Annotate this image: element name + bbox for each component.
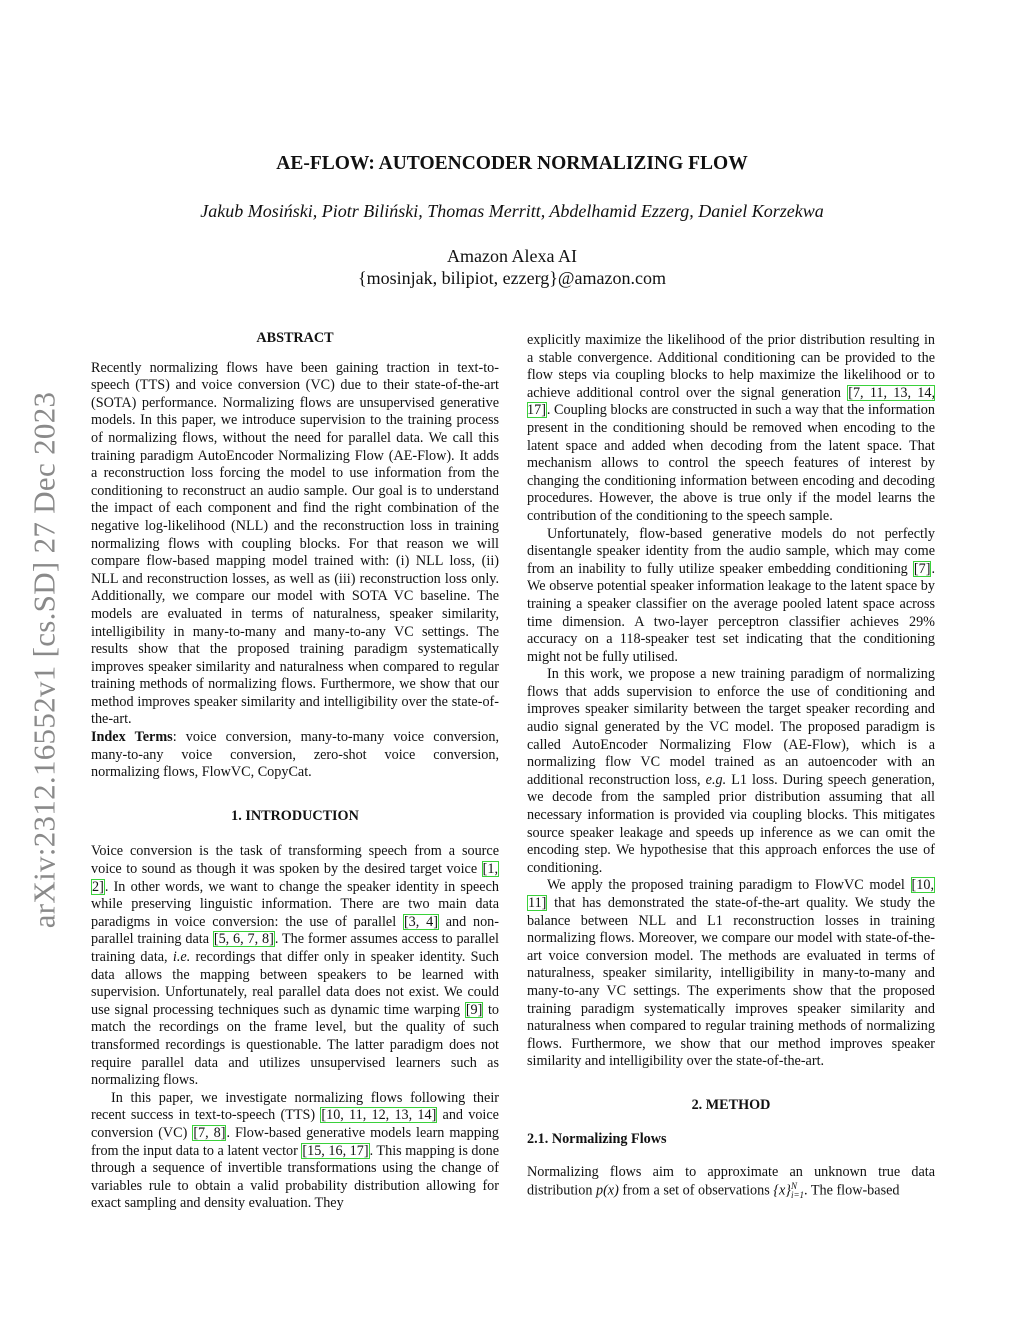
index-terms-list: : voice conversion, many-to-many voice conversion, many-to-any voice conversion, zero-shot voice conversion, normalizing flows, FlowVC, CopyCat. bbox=[91, 729, 500, 781]
abstract-heading: ABSTRACT bbox=[256, 330, 334, 346]
math-set: {x} bbox=[773, 1181, 791, 1198]
paper-title: AE-FLOW: AUTOENCODER NORMALIZING FLOW bbox=[276, 153, 748, 174]
author-emails: {mosinjak, bilipiot, ezzerg}@amazon.com bbox=[358, 268, 666, 288]
math-px: p(x) bbox=[595, 1181, 619, 1198]
intro-paragraph-1: Voice conversion is the task of transforming speech from a source voice to sound as though it was spoken by the desired target voice [1, 2]. In other words, we want to change the speaker identity in speech while preserving linguistic information. There are two main data paradigms in voice conversion: the use of parallel [3, 4] and non-parallel training data [5, 6, 7, 8]. The former assumes access to parallel training data, i.e. recordings that differ only in speaker identity. Such data allows the mapping between speakers to be learned with supervision. Unfortunately, real parallel data does not exist. We could use signal processing techniques such as dynamic time warping [9] to match the recordings on the frame level, but the quality of such transformed recordings is questionable. The latter paradigm does not require parallel data and utilizes unsupervised learners such as normalizing flows. bbox=[91, 843, 500, 1089]
citation-link[interactable]: [10, bbox=[911, 877, 934, 894]
index-terms-label: Index Terms bbox=[91, 729, 173, 746]
citation-link[interactable]: 11] bbox=[528, 895, 547, 911]
intro-heading: 1. INTRODUCTION bbox=[231, 807, 359, 824]
intro-paragraph-5: In this work, we propose a new training paradigm of normalizing flows that adds supervision to enforce the use of conditioning and improves speaker similarity between the target speaker recording and audio signal generated by the VC model. The proposed paradigm is called AutoEncoder Normalizing Flow (AE-Flow), which is a normalizing flow VC model trained as an autoencoder with an additional reconstruction loss, e.g. L1 loss. During speech generation, we decode from the sampled prior distribution assuming that all necessary information is provided via coupling blocks. This mitigates source speaker leakage and speeds up inference as we can omit the encoding step. We hypothesise that this approach enforces the use of conditioning. bbox=[527, 666, 935, 876]
citation-link[interactable]: [15, 16, 17] bbox=[302, 1142, 369, 1159]
citation-link[interactable]: [7, 8] bbox=[193, 1124, 226, 1141]
subsection-heading: 2.1. Normalizing Flows bbox=[527, 1130, 667, 1147]
intro-paragraph-3: explicitly maximize the likelihood of the prior distribution resulting in a stable convergence. Additional conditioning can be provided to the flow steps via coupling blocks to help maximize the likelihood or to achieve additional control over the signal generation [7, 11, 13, 14, 17]. Coupling blocks are constructed in such a way that the information present in the conditioning should be removed when encoding to the latent space and added when decoding from the latent space. That mechanism allows to control the speech features of interest by changing the conditioning information between encoding and decoding procedures. However, the above is true only if the model learns the contribution of the conditioning to the speech sample. bbox=[527, 332, 935, 524]
citation-link[interactable]: [1, bbox=[482, 861, 498, 878]
index-terms bbox=[91, 729, 499, 782]
method-heading: 2. METHOD bbox=[691, 1096, 771, 1113]
arxiv-identifier bbox=[14, 350, 74, 970]
method-paragraph-1: Normalizing flows aim to approximate an unknown true data distribution p(x) from a set of observations {x} N i=1 . The flow-based bbox=[527, 1164, 935, 1200]
intro-paragraph-4: Unfortunately, flow-based generative models do not perfectly disentangle speaker identity from the audio sample, which may come from an inability to fully utilize speaker embedding conditioning [7]. We observe potential speaker information leakage to the latent space by training a speaker classifier on the average pooled latent space across time dimension. A two-layer perceptron classifier achieves 29% accuracy on a 118-speaker test set indicating that the conditioning might not be fully utilised. bbox=[527, 525, 935, 665]
abstract-text: Recently normalizing flows have been gaining traction in text-to-speech (TTS) and voice conversion (VC) due to their state-of-the-art (SOTA) performance. Normalizing flows are unsupervised generative models. In this paper, we introduce supervision to the training process of normalizing flows, without the need for parallel data. We call this training paradigm AutoEncoder Normalizing Flow (AE-Flow). It adds a reconstruction loss forcing the model to use information from the conditioning to reconstruct an audio sample. Our goal is to understand the impact of each component and find the right combination of the negative log-likelihood (NLL) and the reconstruction loss in training normalizing flows with coupling blocks. For that reason we will compare flow-based mapping model trained with: (i) NLL loss, (ii) NLL and reconstruction losses, as well as (iii) reconstruction loss only. Additionally, we compare our model with SOTA VC baseline. The models are evaluated in terms of naturalness, speaker similarity, intelligibility in many-to-many and many-to-any VC settings. The results show that the proposed training paradigm systematically improves speaker similarity and naturalness when compared to regular training methods of normalizing flows. Furthermore, we show that our method improves speaker similarity and intelligibility over the state-of-the-art. bbox=[91, 359, 499, 728]
citation-link[interactable]: [10, 11, 12, 13, 14] bbox=[321, 1107, 437, 1124]
affiliation: Amazon Alexa AI bbox=[447, 246, 577, 266]
left-column bbox=[91, 330, 499, 1213]
author-list: Jakub Mosiński, Piotr Biliński, Thomas Merritt, Abdelhamid Ezzerg, Daniel Korzekwa bbox=[200, 201, 824, 221]
intro-paragraph-2: In this paper, we investigate normalizing flows following their recent success in text-to-speech (TTS) [10, 11, 12, 13, 14] and voice conversion (VC) [7, 8]. Flow-based generative models learn mapping from the input data to a latent vector [15, 16, 17]. This mapping is done through a sequence of invertible transformations using the change of variables rule to obtain a valid probability distribution allowing for exact sampling and density evaluation. They bbox=[91, 1089, 499, 1212]
citation-link[interactable]: [7, 11, 13, 14, 17] bbox=[527, 384, 935, 419]
citation-link[interactable]: [7] bbox=[913, 560, 931, 577]
arxiv-identifier-text: arXiv:2312.16552v1 [cs.SD] 27 Dec 2023 bbox=[26, 391, 62, 929]
right-column bbox=[527, 332, 935, 1200]
citation-link[interactable]: [5, 6, 7, 8] bbox=[213, 931, 274, 948]
affiliation-block bbox=[0, 245, 1024, 289]
citation-link[interactable]: [9] bbox=[465, 1001, 483, 1018]
intro-paragraph-6: We apply the proposed training paradigm to FlowVC model [10, 11] that has demonstrated the state-of-the-art quality. We study the balance between NLL and L1 reconstruction losses in training normalizing flows. Moreover, we compare our model with state-of-the-art voice conversion model. The methods are evaluated in terms of naturalness, speaker similarity, intelligibility in many-to-many and many-to-any VC settings. The experiments show that the proposed training paradigm systematically improves speaker similarity and naturalness when compared to regular training methods of normalizing flows. Furthermore, we show that our method improves speaker similarity and intelligibility over the state-of-the-art. bbox=[527, 877, 935, 1070]
citation-link[interactable]: 2] bbox=[92, 878, 104, 895]
citation-link[interactable]: [3, 4] bbox=[403, 913, 438, 930]
